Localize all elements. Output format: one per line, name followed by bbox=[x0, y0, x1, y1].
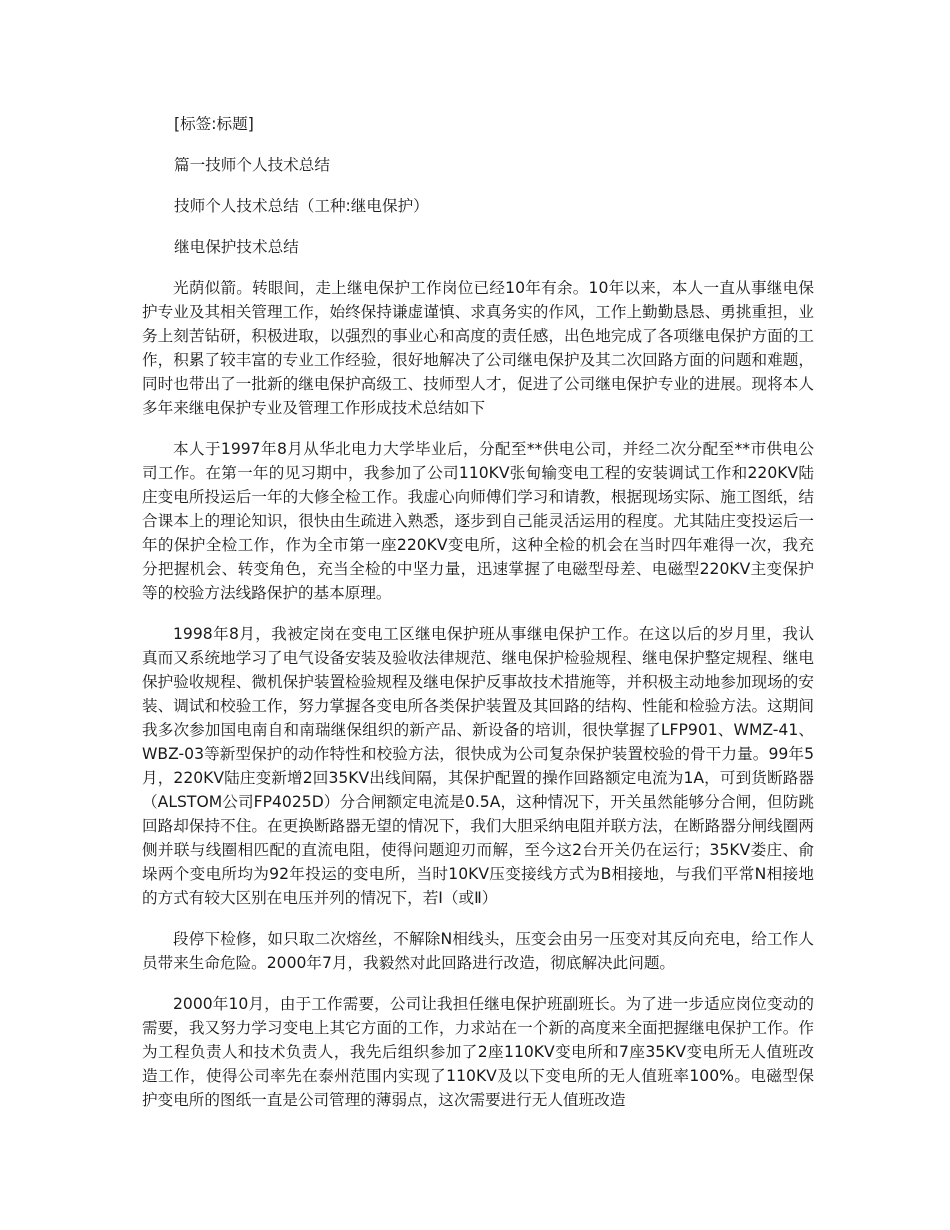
section-title: 篇一技师个人技术总结 bbox=[174, 156, 330, 174]
paragraph: 1998年8月，我被定岗在变电工区继电保护班从事继电保护工作。在这以后的岁月里，我认真而又系统地学习了电气设备安装及验收法律规范、继电保护检验规程、继电保护整定规程、继电保护验收规程、微机保护装置检验规程及继电保护反事故技术措施等，并积极主动地参加现场的安装、调试和校验工作，努力掌握各变电所各类保护装置及其回路的结构、性能和检验方法。这期间我多次参加国电南自和南瑞继保组织的新产品、新设备的培训，很快掌握了LFP901、WMZ-41、WBZ-03等新型保护的动作特性和校验方法，很快成为公司复杂保护装置校验的骨干力量。99年5月，220KV陆庄变新增2回35KV出线间隔，其保护配置的操作回路额定电流为1A，可到货断路器（ALSTOM公司FP4025D）分合闸额定电流是0.5A，这种情况下，开关虽然能够分合闸，但防跳回路却保持不住。在更换断路器无望的情况下，我们大胆采纳电阻并联方法，在断路器分闸线圈两侧并联与线圈相匹配的直流电阻，使得问题迎刃而解，至今这2台开关仍在运行；35KV娄庄、俞垛两个变电所均为92年投运的变电所，当时10KV压变接线方式为B相接地，与我们平常N相接地的方式有较大区别在电压并列的情况下，若Ⅰ（或Ⅱ） bbox=[142, 625, 814, 907]
document-title: 技师个人技术总结（工种:继电保护） bbox=[174, 197, 429, 215]
paragraph: 光荫似箭。转眼间，走上继电保护工作岗位已经10年有余。10年以来，本人一直从事继电保护专业及其相关管理工作，始终保持谦虚谨慎、求真务实的作风，工作上勤勤恳恳、勇挑重担，业务上刻苦钻研，积极进取，以强烈的事业心和高度的责任感，出色地完成了各项继电保护方面的工作，积累了较丰富的专业工作经验，很好地解决了公司继电保护及其二次回路方面的问题和难题，同时也带出了一批新的继电保护高级工、技师型人才，促进了公司继电保护专业的进展。现将本人多年来继电保护专业及管理工作形成技术总结如下 bbox=[142, 279, 814, 417]
paragraph: 段停下检修，如只取二次熔丝，不解除N相线头，压变会由另一压变对其反向充电，给工作人员带来生命危险。2000年7月，我毅然对此回路进行改造，彻底解决此问题。 bbox=[142, 930, 814, 972]
paragraph: 2000年10月，由于工作需要，公司让我担任继电保护班副班长。为了进一步适应岗位变动的需要，我又努力学习变电上其它方面的工作，力求站在一个新的高度来全面把握继电保护工作。作为工程负责人和技术负责人，我先后组织参加了2座110KV变电所和7座35KV变电所无人值班改造工作，使得公司率先在泰州范围内实现了110KV及以下变电所的无人值班率100%。电磁型保护变电所的图纸一直是公司管理的薄弱点，这次需要进行无人值班改造 bbox=[142, 995, 814, 1109]
paragraph: 本人于1997年8月从华北电力大学毕业后，分配至**供电公司，并经二次分配至**市供电公司工作。在第一年的见习期中，我参加了公司110KV张甸输变电工程的安装调试工作和220KV陆庄变电所投运后一年的大修全检工作。我虚心向师傅们学习和请教，根据现场实际、施工图纸，结合课本上的理论知识，很快由生疏进入熟悉，逐步到自己能灵活运用的程度。尤其陆庄变投运后一年的保护全检工作，作为全市第一座220KV变电所，这种全检的机会在当时四年难得一次，我充分把握机会、转变角色，充当全检的中坚力量，迅速掌握了电磁型母差、电磁型220KV主变保护等的校验方法线路保护的基本原理。 bbox=[142, 440, 814, 602]
document-subtitle: 继电保护技术总结 bbox=[174, 238, 299, 256]
tag-line: [标签:标题] bbox=[174, 115, 254, 133]
document-body bbox=[142, 112, 814, 1129]
